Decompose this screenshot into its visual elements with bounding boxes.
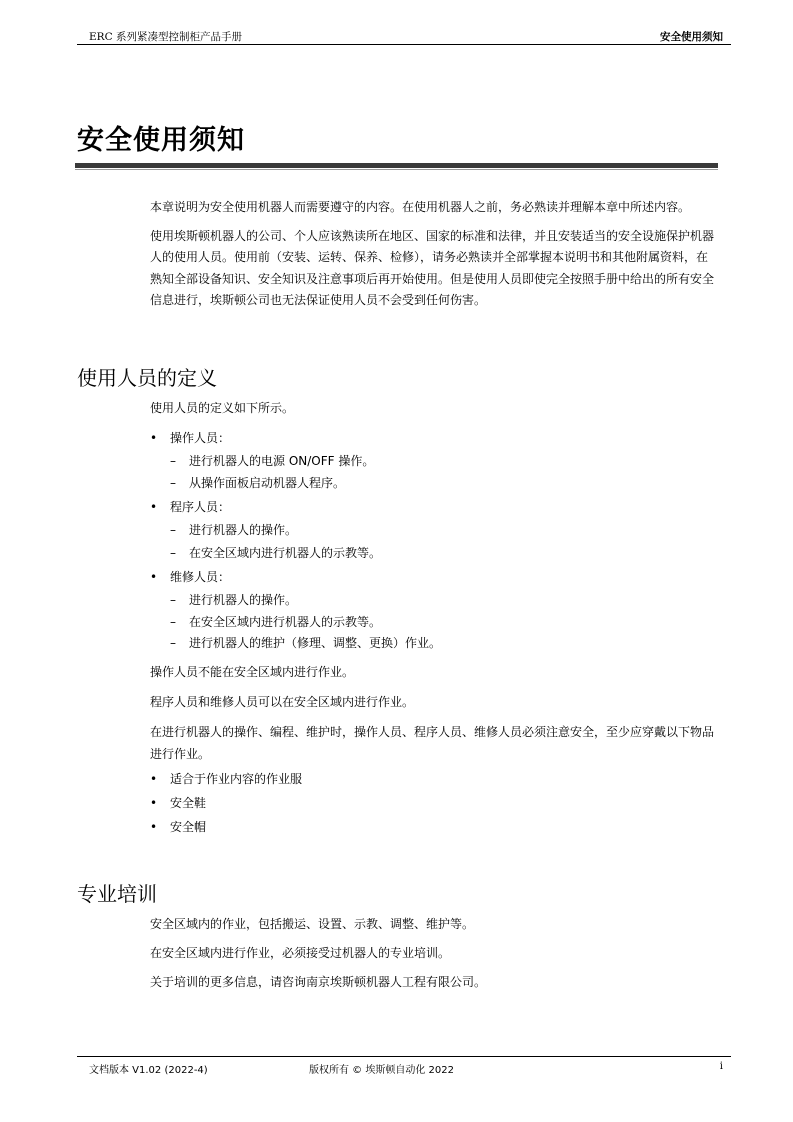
copyright-notice: 版权所有 © 埃斯顿自动化 2022 bbox=[309, 1065, 454, 1076]
page-title: 安全使用须知 bbox=[77, 125, 245, 156]
dash-icon: – bbox=[170, 593, 176, 607]
title-rule bbox=[75, 163, 718, 168]
bullet-icon: • bbox=[150, 820, 158, 834]
page-header bbox=[77, 28, 731, 45]
section-heading-definition: 使用人员的定义 bbox=[77, 366, 217, 390]
dash-icon: – bbox=[170, 454, 176, 468]
intro-paragraph-1: 本章说明为安全使用机器人而需要遵守的内容。在使用机器人之前，务必熟读并理解本章中所述内容。 bbox=[150, 200, 691, 214]
bullet-icon: • bbox=[150, 570, 158, 584]
dash-icon: – bbox=[170, 636, 176, 650]
gear-text: 安全鞋 bbox=[170, 796, 207, 810]
training-line: 在安全区域内进行作业，必须接受过机器人的专业培训。 bbox=[150, 946, 451, 960]
dash-icon: – bbox=[170, 546, 176, 560]
dash-icon: – bbox=[170, 523, 176, 537]
gear-text: 适合于作业内容的作业服 bbox=[170, 772, 303, 786]
note-operator-restriction: 操作人员不能在安全区域内进行作业。 bbox=[150, 665, 355, 679]
role-name: 程序人员： bbox=[170, 500, 231, 514]
bullet-icon: • bbox=[150, 500, 158, 514]
definition-lead: 使用人员的定义如下所示。 bbox=[150, 401, 295, 415]
dash-icon: – bbox=[170, 476, 176, 490]
bullet-icon: • bbox=[150, 796, 158, 810]
role-name: 维修人员： bbox=[170, 570, 231, 584]
header-document-title: ERC 系列紧凑型控制柜产品手册 bbox=[89, 31, 242, 43]
note-allowed-personnel: 程序人员和维修人员可以在安全区域内进行作业。 bbox=[150, 695, 415, 709]
page-number: i bbox=[719, 1061, 723, 1072]
section-heading-training: 专业培训 bbox=[77, 882, 157, 906]
duty-text: 在安全区域内进行机器人的示教等。 bbox=[189, 546, 382, 560]
bullet-icon: • bbox=[150, 772, 158, 786]
note-protective-gear: 在进行机器人的操作、编程、维护时，操作人员、程序人员、维修人员必须注意安全，至少应穿戴以下物品进行作业。 bbox=[150, 725, 715, 761]
role-name: 操作人员： bbox=[170, 431, 231, 445]
document-version: 文档版本 V1.02 (2022-4) bbox=[89, 1065, 208, 1076]
duty-text: 进行机器人的操作。 bbox=[189, 593, 298, 607]
training-line: 关于培训的更多信息，请咨询南京埃斯顿机器人工程有限公司。 bbox=[150, 975, 487, 989]
duty-text: 在安全区域内进行机器人的示教等。 bbox=[189, 615, 382, 629]
training-line: 安全区域内的作业，包括搬运、设置、示教、调整、维护等。 bbox=[150, 917, 475, 931]
title-rule-thin bbox=[75, 169, 718, 170]
page-footer bbox=[77, 1056, 731, 1077]
duty-text: 进行机器人的操作。 bbox=[189, 523, 298, 537]
intro-paragraph-2: 使用埃斯顿机器人的公司、个人应该熟读所在地区、国家的标准和法律，并且安装适当的安全设施保护机器人的使用人员。使用前（安装、运转、保养、检修），请务必熟读并全部掌握本说明书和其他附属资料，在熟知全部设备知识、安全知识及注意事项后再开始使用。但是使用人员即使完全按照手册中给出的所有安全信息进行，埃斯顿公司也无法保证使用人员不会受到任何伤害。 bbox=[150, 228, 715, 307]
duty-text: 进行机器人的电源 ON/OFF 操作。 bbox=[189, 454, 375, 468]
header-section-title: 安全使用须知 bbox=[660, 31, 723, 43]
duty-text: 从操作面板启动机器人程序。 bbox=[189, 476, 346, 490]
intro-section bbox=[150, 197, 718, 312]
duty-text: 进行机器人的维护（修理、调整、更换）作业。 bbox=[189, 636, 442, 650]
bullet-icon: • bbox=[150, 431, 158, 445]
dash-icon: – bbox=[170, 615, 176, 629]
gear-text: 安全帽 bbox=[170, 820, 207, 834]
